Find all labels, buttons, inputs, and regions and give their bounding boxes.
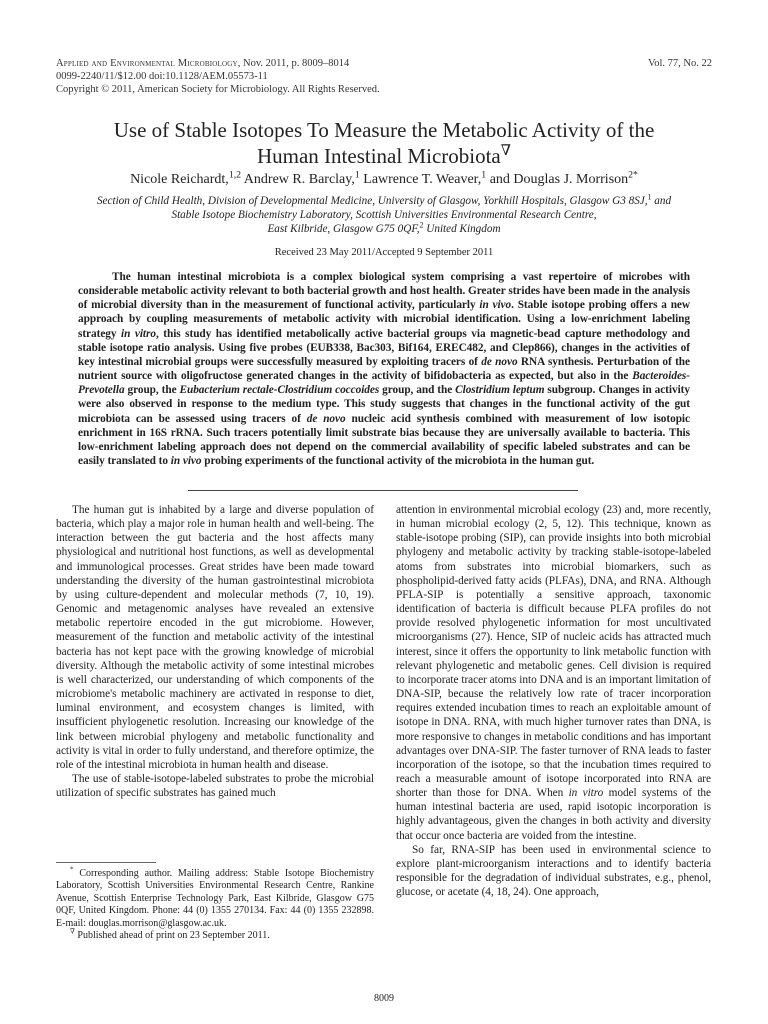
author-4: and Douglas J. Morrison$^{2*}$ [486, 169, 638, 187]
title-line-2: Human Intestinal Microbiota∇ [256, 143, 512, 168]
footnote-published: ∇ Published ahead of print on 23 September 2011. [70, 927, 270, 942]
affiliation-line-3: East Kilbride, Glasgow G75 0QF,$^2$ United Kingdom [267, 220, 501, 236]
affiliation-line-1: Section of Child Health, Division of Developmental Medicine, University of Glasgow, Yorkhill Hospitals, Glasgow G3 8SJ,$^1$ and [96, 192, 672, 207]
page-number: 8009 [374, 993, 394, 1004]
paragraph-intro: The human gut is inhabited by a large and diverse population of bacteria, which play a major role in human health and well-being. The interaction between the gut bacteria and the host affects many physiological and nutritional host functions, as well as developmental and immunological processes. Great strides have been made toward understanding the diversity of the human gastrointestinal microbiota by using culture-dependent and molecular methods (7, 10, 19). Genomic and metagenomic analyses have revealed an extensive metabolic repertoire encoded in the gut microbiome. However, measurement of the function and metabolic activity of the intestinal bacteria has not kept pace with the growing knowledge of microbial diversity. Although the metabolic activity of some intestinal microbes is well characterized, our understanding of which components of the microbiome's metabolic machinery are activated in response to diet, luminal environment, and ecosystem changes is limited, with insufficient phylogenetic resolution. Increasing our knowledge of the link between microbial phylogeny and metabolic functionality and activity is vital in order to fully understand, and therefore optimize, the role of the intestinal microbiota in human health and disease. [56, 504, 374, 771]
paragraph-sip-continued: attention in environmental microbial ecology (23) and, more recently, in human microbial ecology (2, 5, 12). This technique, known as stable-isotope probing (SIP), can provide insights into both microbial phylogeny and metabolic activity by tracking stable-isotope-labeled atoms from substrates into microbial biomarkers, such as phospholipid-derived fatty acids (PLFAs), DNA, and RNA. Although PFLA-SIP is potentially a sensitive approach, taxonomic identification of bacteria is difficult because PLFA profiles do not provide resolved phylogenetic information for most uncultivated microorganisms (27). Hence, SIP of nucleic acids has attracted much interest, since it offers the opportunity to link metabolic function with relevant phylogenetic and metabolic genes. Cell division is required to incorporate tracer atoms into DNA and is an important limitation of DNA-SIP, because the relatively low rate of tracer incorporation requires extended incubation times to reach an exploitable amount of isotope in DNA. RNA, with much higher turnover rates than DNA, is more responsive to changes in metabolic conditions and has important advantages over DNA-SIP. The faster turnover of RNA leads to faster incorporation of the isotope, so that the incubation times required to reach a measurable amount of isotope incorporated into RNA are shorter than those for DNA. When in vitro model systems of the human intestinal bacteria are used, rapid isotopic incorporation is highly advantageous, given the changes in both activity and diversity that occur once bacteria are voided from the intestine. [396, 504, 711, 842]
body-right-column [396, 503, 711, 899]
author-3: Lawrence T. Weaver,$^1$ [359, 169, 487, 187]
paragraph-sip: The use of stable-isotope-labeled substrates to probe the microbial utilization of specific substrates has gained much [56, 772, 374, 800]
abstract-divider [188, 490, 578, 491]
author-list [40, 171, 728, 189]
volume-info: Vol. 77, No. 22 [648, 58, 712, 69]
author-1: Nicole Reichardt,$^{1,2}$ [130, 169, 242, 187]
issue-info: , Nov. 2011, p. 8009–8014 [237, 58, 350, 69]
footnotes [56, 865, 374, 942]
abstract: The human intestinal microbiota is a complex biological system comprising a vast repertoire of microbes with considerable metabolic activity relevant to both bacterial growth and host health. Greater strides have been made in the analysis of microbial diversity than in the measurement of functional activity, particularly in vivo. Stable isotope probing offers a new approach by coupling measurements of metabolic activity with microbial identification. Using a low-enrichment labeling strategy in vitro, this study has identified metabolically active bacterial groups via magnetic-bead capture methodology and stable isotope ratio analysis. Using five probes (EUB338, Bac303, Bif164, EREC482, and Clep866), changes in the activities of key intestinal microbial groups were successfully measured by exploiting tracers of de novo RNA synthesis. Perturbation of the nutrient source with oligofructose generated changes in the activity of bifidobacteria as expected, but also in the Bacteroides-Prevotella group, the Eubacterium rectale-Clostridium coccoides group, and the Clostridium leptum subgroup. Changes in activity were also observed in response to the medium type. This study suggests that changes in the functional activity of the gut microbiota can be assessed using tracers of de novo nucleic acid synthesis combined with measurement of low isotopic enrichment in 16S rRNA. Such tracers potentially limit substrate bias because they are universally available to bacteria. This low-enrichment labeling approach does not depend on the commercial availability of specific labeled substrates and can be easily translated to in vivo probing experiments of the functional activity of the microbiota in the human gut. [78, 271, 690, 468]
issn-doi: 0099-2240/11/$12.00 doi:10.1128/AEM.05573-11 [56, 71, 268, 82]
author-2: Andrew R. Barclay,$^1$ [241, 169, 360, 187]
running-header [56, 57, 576, 96]
received-dates: Received 23 May 2011/Accepted 9 September 2011 [274, 247, 494, 258]
affiliation-line-2: Stable Isotope Biochemistry Laboratory, Scottish Universities Environmental Research Centre, [171, 209, 597, 222]
title-footnote-mark: ∇ [500, 143, 512, 159]
copyright-notice: Copyright © 2011, American Society for Microbiology. All Rights Reserved. [56, 84, 380, 95]
journal-citation [56, 57, 576, 70]
affiliations [50, 194, 718, 237]
footnote-corresponding: * Corresponding author. Mailing address: Stable Isotope Biochemistry Laboratory, Scottish Universities Environmental Research Centre, Rankine Avenue, Scottish Enterprise Technology Park, East Kilbride, Glasgow G75 0QF, United Kingdom. Phone: 44 (0) 1355 270134. Fax: 44 (0) 1355 232898. E-mail: douglas.morrison@glasgow.ac.uk. [56, 865, 374, 929]
body-left-column [56, 503, 374, 800]
journal-name: Applied and Environmental Microbiology [56, 58, 238, 69]
footnote-divider [56, 862, 156, 863]
paragraph-rna-sip: So far, RNA-SIP has been used in environmental science to explore plant-microorganism interactions and to identify bacteria responsible for the degradation of individual substrates, e.g., phenol, glucose, or acetate (4, 18, 24). One approach, [396, 843, 711, 899]
article-title [40, 117, 728, 169]
title-line-1: Use of Stable Isotopes To Measure the Metabolic Activity of the [113, 118, 655, 142]
